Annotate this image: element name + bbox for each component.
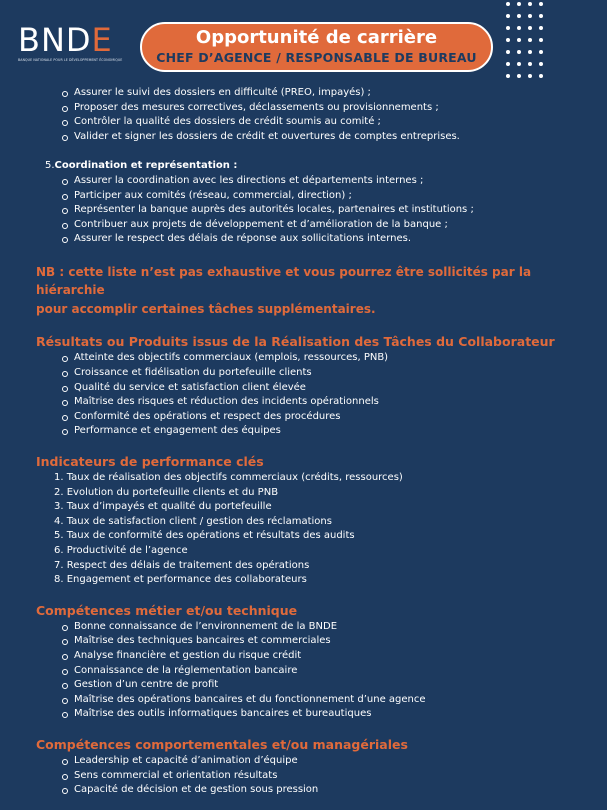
- decorative-dot: [506, 26, 510, 30]
- list-item: Atteinte des objectifs commerciaux (emplois, ressources, PNB): [0, 351, 607, 366]
- list-item: Assurer le respect des délais de réponse aux sollicitations internes.: [0, 232, 607, 247]
- list-item: 1. Taux de réalisation des objectifs commerciaux (crédits, ressources): [54, 472, 403, 483]
- decorative-dot: [528, 26, 532, 30]
- list-item: Sens commercial et orientation résultats: [0, 769, 607, 784]
- list-item: 2. Evolution du portefeuille clients et du PNB: [54, 486, 279, 498]
- list-item: Maîtrise des techniques bancaires et commerciales: [0, 634, 607, 649]
- job-title: CHEF D’AGENCE / RESPONSABLE DE BUREAU: [156, 50, 477, 65]
- list-item: Bonne connaissance de l’environnement de la BNDE: [0, 620, 607, 635]
- decorative-dot: [506, 74, 510, 78]
- list-item: Performance et engagement des équipes: [0, 424, 607, 439]
- decorative-dot: [506, 50, 510, 54]
- decorative-dot: [539, 74, 543, 78]
- logo-subtitle: BANQUE NATIONALE POUR LE DÉVELOPPEMENT ÉCONOMIQUE: [18, 58, 123, 62]
- section-5-bullet-list: [0, 174, 607, 247]
- list-item: 4. Taux de satisfaction client / gestion des réclamations: [54, 515, 332, 527]
- list-item: Maîtrise des outils informatiques bancaires et bureautiques: [0, 707, 607, 722]
- decorative-dot: [528, 2, 532, 6]
- decorative-dot: [528, 74, 532, 78]
- list-item: Assurer la coordination avec les directions et départements internes ;: [0, 174, 607, 189]
- list-item: 8. Engagement et performance des collaborateurs: [54, 574, 307, 586]
- list-item: Maîtrise des opérations bancaires et du fonctionnement d’une agence: [0, 693, 607, 708]
- page-title: Opportunité de carrière: [195, 27, 438, 48]
- nb-line-2: pour accomplir certaines tâches supplémentaires.: [36, 301, 376, 316]
- decorative-dot: [506, 62, 510, 66]
- header: [0, 0, 607, 84]
- decorative-dot: [517, 50, 521, 54]
- decorative-dot: [506, 14, 510, 18]
- decorative-dot: [528, 14, 532, 18]
- decorative-dot: [539, 50, 543, 54]
- list-item: Gestion d’un centre de profit: [0, 678, 607, 693]
- kpi-section-title: Indicateurs de performance clés: [36, 454, 264, 469]
- decorative-dot: [528, 38, 532, 42]
- list-item: 3. Taux d’impayés et qualité du portefeuille: [54, 501, 272, 513]
- list-item: Représenter la banque auprès des autorités locales, partenaires et institutions ;: [0, 203, 607, 218]
- decorative-dot-grid: [506, 2, 546, 88]
- list-item: Croissance et fidélisation du portefeuille clients: [0, 366, 607, 381]
- decorative-dot: [539, 14, 543, 18]
- list-item: Analyse financière et gestion du risque crédit: [0, 649, 607, 664]
- main-content: [0, 86, 607, 798]
- behavioral-section-title: Compétences comportementales et/ou managériales: [36, 736, 408, 752]
- decorative-dot: [539, 38, 543, 42]
- nb-line-1: NB : cette liste n’est pas exhaustive et vous pourrez être sollicités par la hiérarchie: [36, 264, 532, 298]
- kpi-list: [0, 471, 607, 588]
- list-item: Conformité des opérations et respect des procédures: [0, 410, 607, 425]
- nb-note: [0, 263, 590, 319]
- list-item: Contrôler la qualité des dossiers de crédit soumis au comité ;: [0, 115, 607, 130]
- list-item: 7. Respect des délais de traitement des opérations: [54, 559, 310, 571]
- decorative-dot: [517, 74, 521, 78]
- decorative-dot: [506, 2, 510, 6]
- list-item: Capacité de décision et de gestion sous pression: [0, 783, 607, 798]
- decorative-dot: [539, 62, 543, 66]
- title-banner: [140, 22, 493, 72]
- bnde-logo: [18, 21, 113, 59]
- list-item: Maîtrise des risques et réduction des incidents opérationnels: [0, 395, 607, 410]
- intro-bullet-list: [0, 86, 607, 144]
- skills-section-title: Compétences métier et/ou technique: [36, 602, 298, 618]
- list-item: Valider et signer les dossiers de crédit et ouvertures de comptes entreprises.: [0, 130, 607, 145]
- list-item: Participer aux comités (réseau, commercial, direction) ;: [0, 189, 607, 204]
- list-item: Proposer des mesures correctives, déclassements ou provisionnements ;: [0, 101, 607, 116]
- list-item: Assurer le suivi des dossiers en difficulté (PREO, impayés) ;: [0, 86, 607, 101]
- list-item: 6. Productivité de l’agence: [54, 544, 188, 556]
- behavioral-list: [0, 754, 607, 798]
- decorative-dot: [517, 14, 521, 18]
- decorative-dot: [539, 26, 543, 30]
- decorative-dot: [517, 62, 521, 66]
- decorative-dot: [517, 38, 521, 42]
- list-item: Connaissance de la réglementation bancaire: [0, 664, 607, 679]
- section-5-title: Coordination et représentation :: [54, 160, 238, 172]
- decorative-dot: [528, 62, 532, 66]
- list-item: Qualité du service et satisfaction client élevée: [0, 381, 607, 396]
- skills-list: [0, 620, 607, 722]
- decorative-dot: [517, 2, 521, 6]
- decorative-dot: [506, 38, 510, 42]
- list-item: Leadership et capacité d’animation d’équipe: [0, 754, 607, 769]
- section-5-heading: [0, 159, 607, 174]
- list-item: 5. Taux de conformité des opérations et résultats des audits: [54, 530, 355, 542]
- list-item: Contribuer aux projets de développement et d’amélioration de la banque ;: [0, 218, 607, 233]
- decorative-dot: [539, 2, 543, 6]
- section-5-number: 5.: [45, 160, 55, 172]
- logo-text-accent: E: [91, 21, 113, 59]
- decorative-dot: [528, 50, 532, 54]
- results-section-title: Résultats ou Produits issus de la Réalisation des Tâches du Collaborateur: [36, 334, 555, 350]
- results-list: [0, 351, 607, 439]
- decorative-dot: [517, 26, 521, 30]
- logo-text-main: BND: [18, 21, 92, 59]
